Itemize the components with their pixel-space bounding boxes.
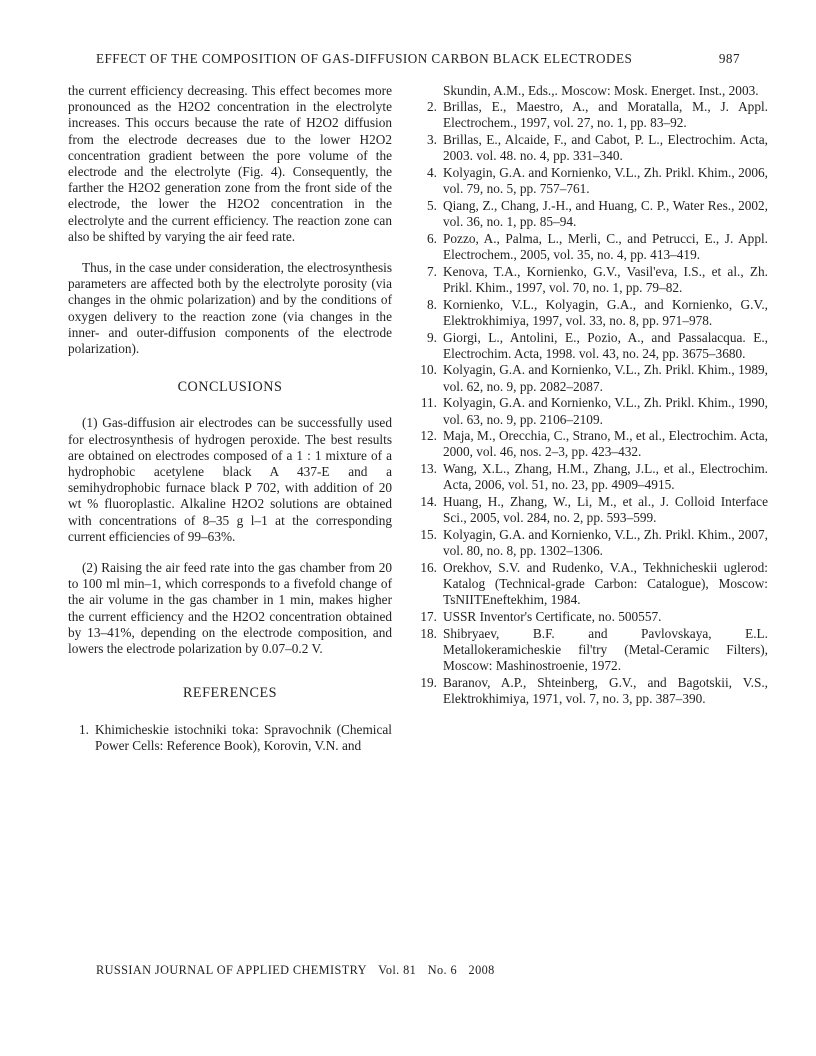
running-footer — [96, 963, 503, 978]
reference-number: 4. — [427, 165, 437, 181]
reference-item — [416, 198, 768, 230]
reference-number: 11. — [420, 395, 437, 411]
reference-number: 8. — [427, 296, 437, 312]
reference-number: 19. — [420, 674, 437, 690]
page-number: 987 — [718, 51, 740, 66]
reference-item — [416, 330, 768, 362]
reference-item — [416, 362, 768, 394]
reference-number: 5. — [427, 197, 437, 213]
running-title: EFFECT OF THE COMPOSITION OF GAS-DIFFUSION CARBON BLACK ELECTRODES — [96, 51, 633, 66]
reference-number: 1. — [79, 721, 89, 737]
reference-number: 13. — [420, 461, 437, 477]
reference-text: Shibryaev, B.F. and Pavlovskaya, E.L. Metallokeramicheskie fil'try (Metal-Ceramic Filters), Moscow: Mashinostroenie, 1972. — [443, 625, 768, 674]
reference-text: Giorgi, L., Antolini, E., Pozio, A., and Passalacqua. E., Electrochim. Acta, 1998. vol. 43, no. 24, pp. 3675–3680. — [443, 329, 768, 361]
right-column — [416, 83, 768, 708]
reference-item — [416, 99, 768, 131]
journal-year: 2008 — [468, 963, 495, 977]
reference-number: 17. — [420, 609, 437, 624]
reference-number: 12. — [420, 428, 437, 444]
reference-item — [416, 297, 768, 329]
reference-number: 6. — [427, 230, 437, 246]
body-paragraph-2: Thus, in the case under consideration, the electrosynthesis parameters are affected both by the electrolyte porosity (via changes in the ohmic polarization) and by the conditions of oxygen delivery to the reaction zone (via changes in the inner- and outer-diffusion components of the electrode polarization). — [68, 260, 392, 357]
reference-item — [416, 231, 768, 263]
body-paragraph-1: the current efficiency decreasing. This effect becomes more pronounced as the H2O2 concentration in the electrolyte increases. This occurs because the rate of H2O2 diffusion from the electrode decreases due to the lower H2O2 concentration gradient between the pore volume of the electrode and the electrolyte (Fig. 4). Consequently, the farther the H2O2 generation zone from the front side of the electrode, the lower the H2O2 concentration in the electrolyte and the current efficiency. The reaction zone can also be shifted by varying the air feed rate. — [68, 83, 392, 244]
conclusions-heading: CONCLUSIONS — [177, 379, 283, 396]
reference-item — [416, 527, 768, 559]
reference-number: 16. — [420, 559, 437, 575]
reference-text: Maja, M., Orecchia, C., Strano, M., et al., Electrochim. Acta, 2000, vol. 46, nos. 2–3, pp. 423–432. — [443, 428, 768, 460]
running-header — [96, 51, 740, 67]
reference-text: Kolyagin, G.A. and Kornienko, V.L., Zh. Prikl. Khim., 1989, vol. 62, no. 9, pp. 2082–2087. — [443, 362, 768, 394]
reference-text: Pozzo, A., Palma, L., Merli, C., and Petrucci, E., J. Appl. Electrochem., 2005, vol. 35, no. 4, pp. 413–419. — [443, 230, 768, 263]
reference-item — [416, 165, 768, 197]
reference-number: 9. — [427, 329, 437, 345]
reference-text: Qiang, Z., Chang, J.-H., and Huang, C. P., Water Res., 2002, vol. 36, no. 1, pp. 85–94. — [443, 197, 768, 230]
reference-item — [416, 494, 768, 526]
reference-item — [416, 428, 768, 460]
reference-number: 7. — [427, 263, 437, 279]
reference-number: 18. — [420, 625, 437, 641]
reference-item — [68, 722, 392, 754]
reference-text: Kornienko, V.L., Kolyagin, G.A., and Kornienko, G.V., Elektrokhimiya, 1997, vol. 33, no. 8, pp. 971–978. — [443, 296, 768, 328]
reference-item — [416, 264, 768, 296]
reference-continuation: Skundin, A.M., Eds.,. Moscow: Mosk. Energet. Inst., 2003. — [443, 83, 759, 98]
reference-number: 15. — [420, 526, 437, 542]
conclusion-1: (1) Gas-diffusion air electrodes can be successfully used for electrosynthesis of hydrogen peroxide. The best results are obtained on electrodes composed of a 1 : 1 mixture of a hydrophobic acetylene black A 437-E and a semihydrophobic furnace black P 702, with addition of 20 wt % fluoroplastic. Alkaline H2O2 solutions are obtained with concentrations of 8–35 g l–1 at the corresponding current efficiencies of 99–63%. — [68, 415, 392, 544]
reference-text: Brillas, E., Alcaide, F., and Cabot, P. L., Electrochim. Acta, 2003. vol. 48. no. 4, pp. 331–340. — [443, 132, 768, 164]
reference-item — [416, 626, 768, 675]
reference-text: Kenova, T.A., Kornienko, G.V., Vasil'eva, I.S., et al., Zh. Prikl. Khim., 1997, vol. 70, no. 1, pp. 79–82. — [443, 263, 768, 295]
journal-name: RUSSIAN JOURNAL OF APPLIED CHEMISTRY — [96, 963, 367, 977]
reference-text: Orekhov, S.V. and Rudenko, V.A., Tekhnicheskii uglerod: Katalog (Technical-grade Carbon: Catalogue), Moscow: TsNIITEneftekhim, 1984. — [443, 559, 768, 608]
reference-text: Kolyagin, G.A. and Kornienko, V.L., Zh. Prikl. Khim., 1990, vol. 63, no. 9, pp. 2106–2109. — [443, 395, 768, 427]
references-heading: REFERENCES — [182, 685, 278, 702]
reference-text: USSR Inventor's Certificate, no. 500557. — [443, 609, 662, 624]
reference-item — [416, 132, 768, 164]
reference-item — [416, 675, 768, 707]
reference-text: Huang, H., Zhang, W., Li, M., et al., J. Colloid Interface Sci., 2005, vol. 284, no. 2, pp. 593–599. — [443, 494, 768, 526]
reference-item — [416, 609, 768, 625]
reference-text: Wang, X.L., Zhang, H.M., Zhang, J.L., et al., Electrochim. Acta, 2006, vol. 51, no. 23, pp. 4909–4915. — [443, 461, 768, 493]
reference-text: Brillas, E., Maestro, A., and Moratalla, M., J. Appl. Electrochem., 1997, vol. 27, no. 1, pp. 83–92. — [443, 99, 768, 131]
left-column — [68, 83, 392, 754]
reference-item — [416, 560, 768, 609]
reference-item — [416, 461, 768, 493]
reference-text: Khimicheskie istochniki toka: Spravochnik (Chemical Power Cells: Reference Book), Korovin, V.N. and — [95, 721, 392, 753]
reference-item — [416, 395, 768, 427]
reference-number: 3. — [427, 132, 437, 148]
reference-list — [416, 99, 768, 707]
reference-text: Kolyagin, G.A. and Kornienko, V.L., Zh. Prikl. Khim., 2007, vol. 80, no. 8, pp. 1302–1306. — [443, 526, 768, 559]
reference-text: Baranov, A.P., Shteinberg, G.V., and Bagotskii, V.S., Elektrokhimiya, 1971, vol. 7, no. 3, pp. 387–390. — [443, 674, 768, 707]
journal-volume: Vol. 81 — [378, 963, 417, 977]
reference-number: 2. — [427, 99, 437, 115]
conclusion-2: (2) Raising the air feed rate into the gas chamber from 20 to 100 ml min–1, which corresponds to a fivefold change of the air volume in the gas chamber in 1 min, makes higher the current efficiency and the H2O2 concentration obtained by 13–41%, depending on the electrode composition, and lowers the electrode polarization by 0.07–0.2 V. — [68, 560, 392, 657]
journal-issue: No. 6 — [427, 963, 458, 977]
reference-number: 14. — [420, 494, 437, 510]
reference-text: Kolyagin, G.A. and Kornienko, V.L., Zh. Prikl. Khim., 2006, vol. 79, no. 5, pp. 757–761. — [443, 165, 768, 197]
reference-number: 10. — [420, 362, 437, 378]
